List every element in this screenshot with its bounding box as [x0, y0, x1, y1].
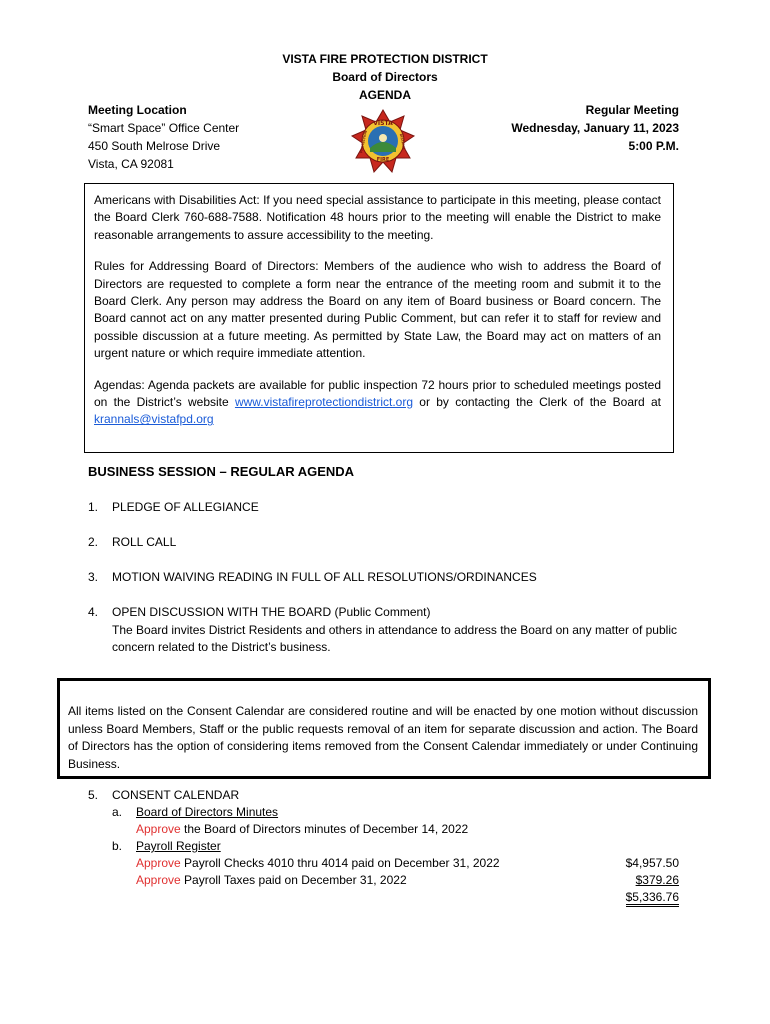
business-session-title: BUSINESS SESSION – REGULAR AGENDA	[88, 464, 355, 479]
consent-item-a-line	[136, 821, 468, 839]
ada-notice: Americans with Disabilities Act: If you need special assistance to participate in this meeting, please contact the Board Clerk 760-688-7588. Notification 48 hours prior to the meeting will enable the District to make reasonable arrangements to assure accessibility to the meeting.	[94, 193, 661, 242]
payroll-taxes-amount-text: $379.26	[635, 873, 679, 887]
agendas-notice	[94, 377, 661, 429]
payroll-total-text: $5,336.76	[626, 890, 679, 907]
meeting-date: Wednesday, January 11, 2023	[511, 121, 679, 135]
seal-right-text: DISTRICT	[398, 133, 407, 151]
item-description: The Board invites District Residents and others in attendance to address the Board on any matter of public concern related to the District’s business.	[112, 622, 677, 654]
agenda-item-4	[88, 604, 682, 657]
agendas-text: Agendas: Agenda packets are available for public inspection 72 hours prior to scheduled meetings posted on the District’s website	[94, 377, 661, 410]
line-text: Payroll Checks 4010 thru 4014 paid on December 31, 2022	[180, 856, 500, 870]
item-text: MOTION WAIVING READING IN FULL OF ALL RESOLUTIONS/ORDINANCES	[112, 570, 537, 584]
agenda-item-2	[88, 534, 176, 552]
line-text: Payroll Taxes paid on December 31, 2022	[180, 873, 407, 887]
approve-label: Approve	[136, 873, 181, 887]
item-text: CONSENT CALENDAR	[112, 788, 240, 802]
item-number: 5.	[88, 788, 99, 802]
approve-label: Approve	[136, 822, 181, 836]
fire-district-seal-icon	[350, 108, 416, 174]
document-header	[0, 50, 770, 104]
item-number: 4.	[88, 605, 99, 619]
meeting-info	[511, 101, 679, 155]
email-link[interactable]: krannals@vistafpd.org	[94, 412, 214, 427]
payroll-taxes-amount	[559, 872, 679, 890]
payroll-checks-line	[136, 855, 500, 873]
location-line-2: 450 South Melrose Drive	[88, 139, 221, 153]
location-line-1: “Smart Space” Office Center	[88, 121, 240, 135]
sub-item-label: b.	[112, 839, 123, 853]
line-text: the Board of Directors minutes of December 14, 2022	[180, 822, 469, 836]
meeting-location	[88, 101, 239, 173]
location-line-3: Vista, CA 92081	[88, 157, 174, 171]
consent-notice: All items listed on the Consent Calendar are considered routine and will be enacted by one motion without discussion unless Board Members, Staff or the public requests removal of an item for separate discussion and action. The Board of Directors has the option of considering items removed from the Consent Calendar immediately or under Continuing Business.	[68, 704, 698, 771]
agenda-item-3	[88, 569, 537, 587]
consent-item-b	[112, 838, 221, 856]
item-text: PLEDGE OF ALLEGIANCE	[112, 500, 259, 514]
sub-item-title: Board of Directors Minutes	[136, 805, 279, 819]
consent-notice-box	[57, 678, 711, 779]
rules-notice: Rules for Addressing Board of Directors: Members of the audience who wish to address the Board of Directors are requested to complete a form near the entrance of the meeting room and submit it to the Board Clerk. Any person may address the Board on any item of Board business or Board concern. The Board cannot act on any matter presented during Public Comment, but can refer it to staff for review and possible discussion at a future meeting. As permitted by State Law, the Board may act on matters of an urgent nature or which require immediate attention.	[94, 259, 661, 361]
agendas-text-2: or by contacting the Clerk of the Board at	[413, 395, 661, 410]
org-name: VISTA FIRE PROTECTION DISTRICT	[282, 52, 488, 66]
seal-top-text: VISTA	[373, 120, 393, 127]
payroll-total	[559, 889, 679, 907]
item-number: 1.	[88, 500, 99, 514]
notices-box	[84, 183, 674, 453]
payroll-taxes-line	[136, 872, 407, 890]
agenda-title: AGENDA	[358, 88, 411, 102]
meeting-time: 5:00 P.M.	[628, 139, 679, 153]
item-text: ROLL CALL	[112, 535, 177, 549]
sub-item-title: Payroll Register	[136, 839, 221, 853]
item-text: OPEN DISCUSSION WITH THE BOARD (Public Comment)	[112, 605, 431, 619]
item-number: 2.	[88, 535, 99, 549]
approve-label: Approve	[136, 856, 181, 870]
seal-left-text: PROTECTION	[359, 130, 368, 154]
seal-bottom-text: FIRE	[376, 157, 390, 163]
meeting-type: Regular Meeting	[585, 103, 679, 117]
website-link[interactable]: www.vistafireprotectiondistrict.org	[234, 395, 414, 410]
agenda-item-1	[88, 499, 259, 517]
agenda-item-5	[88, 787, 239, 805]
item-number: 3.	[88, 570, 99, 584]
payroll-checks-amount: $4,957.50	[625, 856, 679, 870]
board-name: Board of Directors	[332, 70, 438, 84]
consent-item-a	[112, 804, 278, 822]
location-heading: Meeting Location	[88, 103, 187, 117]
sub-item-label: a.	[112, 805, 123, 819]
